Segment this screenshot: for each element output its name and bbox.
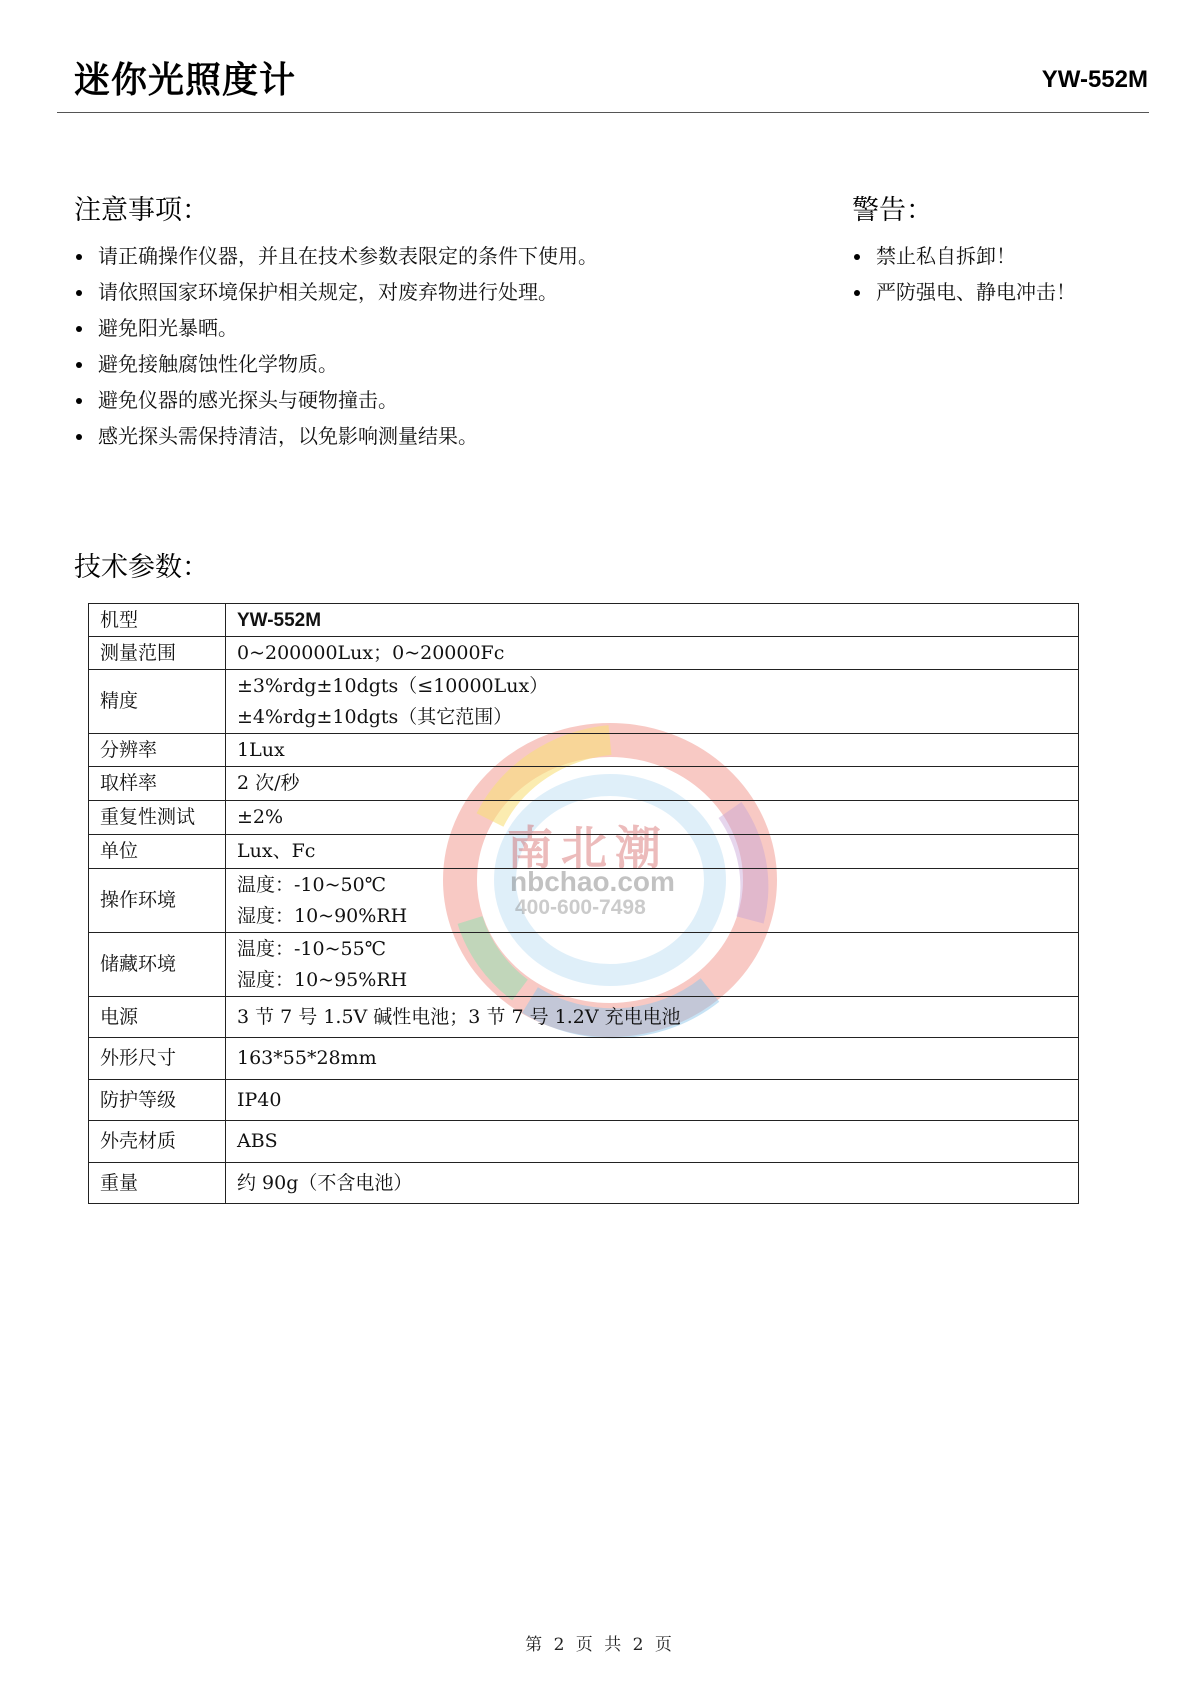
bullet-icon [76,254,82,260]
spec-value: 3 节 7 号 1.5V 碱性电池；3 节 7 号 1.2V 充电电池 [226,997,1079,1038]
spec-label: 操作环境 [89,869,226,933]
spec-value: IP40 [226,1080,1079,1121]
bullet-icon [76,290,82,296]
spec-label: 外壳材质 [89,1121,226,1163]
spec-table [88,603,1079,1204]
table-row [89,1080,1079,1121]
watermark-cn: 南北潮 [507,821,669,875]
spec-label: 电源 [89,997,226,1038]
table-row [89,997,1079,1038]
watermark-phone: 400-600-7498 [515,896,646,919]
bullet-icon [76,326,82,332]
bullet-icon [854,254,860,260]
table-row [89,801,1079,835]
spec-value: 1Lux [226,734,1079,767]
header-divider [57,112,1149,113]
spec-value: ±3%rdg±10dgts（≤10000Lux） ±4%rdg±10dgts（其它范围） [226,670,1079,734]
table-row [89,767,1079,801]
spec-label: 防护等级 [89,1080,226,1121]
list-item: 严防强电、静电冲击！ [852,274,1076,310]
list-item: 感光探头需保持清洁，以免影响测量结果。 [74,418,598,454]
spec-value: 约 90g（不含电池） [226,1163,1079,1204]
bullet-icon [76,398,82,404]
table-row [89,604,1079,637]
spec-value: ABS [226,1121,1079,1163]
bullet-icon [76,362,82,368]
warnings-list [852,238,1076,310]
table-row [89,835,1079,869]
list-item: 请依照国家环境保护相关规定，对废弃物进行处理。 [74,274,598,310]
page-number: 第 2 页 共 2 页 [525,1635,675,1655]
spec-value: 0~200000Lux；0~20000Fc [226,637,1079,670]
table-row [89,1121,1079,1163]
spec-label: 分辨率 [89,734,226,767]
table-row [89,637,1079,670]
spec-value: 163*55*28mm [226,1038,1079,1080]
list-item: 禁止私自拆卸！ [852,238,1076,274]
list-item: 避免阳光暴晒。 [74,310,598,346]
specs-heading: 技术参数： [74,552,209,583]
spec-label: 机型 [89,604,226,637]
spec-value: YW-552M [226,604,1079,637]
list-item: 避免仪器的感光探头与硬物撞击。 [74,382,598,418]
model-number: YW-552M [1041,66,1148,93]
spec-value: 温度：-10~50℃ 湿度：10~90%RH [226,869,1079,933]
warnings-heading: 警告： [852,195,933,226]
spec-label: 储藏环境 [89,933,226,997]
spec-value: 2 次/秒 [226,767,1079,801]
table-row [89,1038,1079,1080]
table-row [89,869,1079,933]
spec-label: 重复性测试 [89,801,226,835]
table-row [89,734,1079,767]
table-row [89,1163,1079,1204]
table-row [89,670,1079,734]
spec-label: 取样率 [89,767,226,801]
notes-list [74,238,598,454]
watermark-site: nbchao.com [510,866,675,897]
spec-label: 精度 [89,670,226,734]
spec-value: Lux、Fc [226,835,1079,869]
spec-label: 测量范围 [89,637,226,670]
notes-heading: 注意事项： [74,195,209,226]
spec-value: 温度：-10~55℃ 湿度：10~95%RH [226,933,1079,997]
document-title: 迷你光照度计 [74,60,297,101]
spec-label: 单位 [89,835,226,869]
spec-label: 重量 [89,1163,226,1204]
spec-label: 外形尺寸 [89,1038,226,1080]
bullet-icon [76,434,82,440]
bullet-icon [854,290,860,296]
table-row [89,933,1079,997]
list-item: 请正确操作仪器，并且在技术参数表限定的条件下使用。 [74,238,598,274]
list-item: 避免接触腐蚀性化学物质。 [74,346,598,382]
spec-value: ±2% [226,801,1079,835]
